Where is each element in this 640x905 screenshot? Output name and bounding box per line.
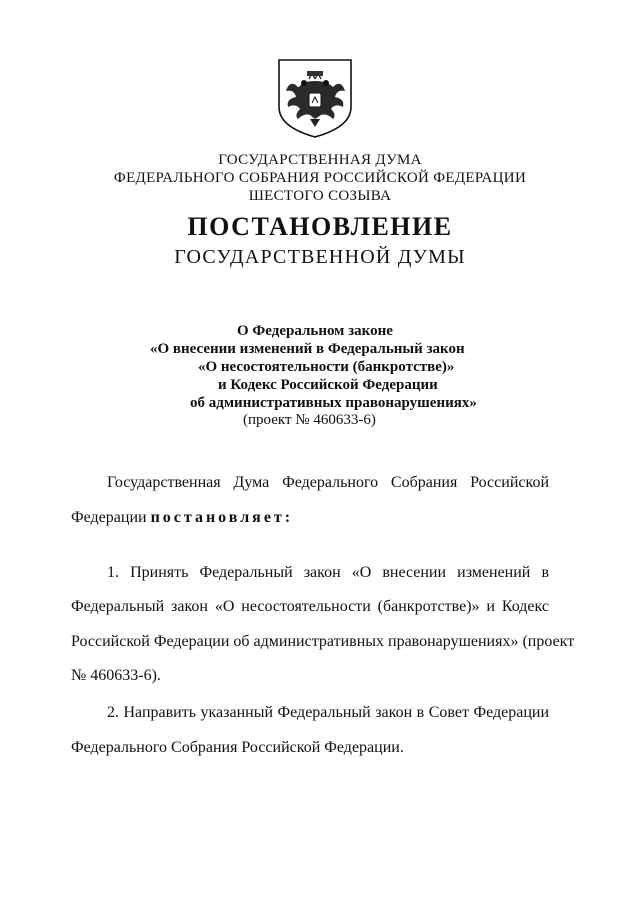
preamble-line-2 (71, 509, 293, 527)
item-1-line-3: Российской Федерации об административных правонарушениях» (проект (71, 633, 575, 650)
state-emblem (276, 57, 354, 139)
emblem-icon (276, 57, 354, 139)
subject-line-3: «О несостоятельности (банкротстве)» (198, 359, 455, 375)
item-1-line-1: 1. Принять Федеральный закон «О внесении изменений в (107, 564, 549, 581)
resolves-keyword: постановляет: (150, 509, 294, 526)
item-2-line-1: 2. Направить указанный Федеральный закон в Совет Федерации (107, 704, 549, 721)
item-2-line-2: Федерального Собрания Российской Федерации. (71, 739, 404, 756)
preamble-line-1: Государственная Дума Федерального Собрания Российской (107, 474, 549, 491)
org-name-line-1: ГОСУДАРСТВЕННАЯ ДУМА (218, 152, 422, 168)
item-1-line-4: № 460633-6). (71, 667, 161, 684)
item-1-line-2: Федеральный закон «О несостоятельности (банкротстве)» и Кодекс (71, 598, 549, 615)
subject-line-1: О Федеральном законе (237, 323, 393, 339)
subject-line-2: «О внесении изменений в Федеральный закон (150, 341, 465, 357)
preamble-start: Федерации (71, 509, 147, 526)
subject-line-5: об административных правонарушениях» (190, 395, 477, 411)
document-type-title: ПОСТАНОВЛЕНИЕ (187, 212, 453, 241)
org-name-line-2: ФЕДЕРАЛЬНОГО СОБРАНИЯ РОССИЙСКОЙ ФЕДЕРАЦИИ (113, 170, 527, 186)
document-issuer-title: ГОСУДАРСТВЕННОЙ ДУМЫ (174, 246, 466, 268)
bill-number: (проект № 460633-6) (243, 412, 376, 428)
convocation-line: ШЕСТОГО СОЗЫВА (248, 188, 392, 204)
subject-line-4: и Кодекс Российской Федерации (218, 377, 438, 393)
